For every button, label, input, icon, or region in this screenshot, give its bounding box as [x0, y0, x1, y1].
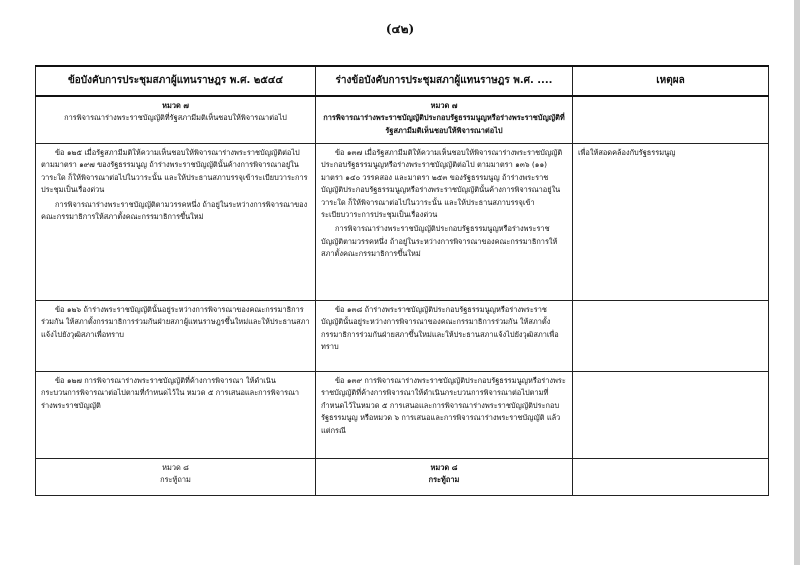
article-127-current [36, 372, 316, 459]
article-125-current [36, 144, 316, 301]
paragraph: ข้อ ๑๓๗ เมื่อรัฐสภามีมติให้ความเห็นชอบให้พิจารณาร่างพระราชบัญญัติประกอบรัฐธรรมนูญหรือร่างพระราชบัญญัติต่อไป ตามมาตรา ๑๓๖ (๑๑) มาตรา ๑๔๐ วรรคสอง และมาตรา ๒๕๓ ของรัฐธรรมนูญ ถ้าร่างพระราชบัญญัติประกอบรัฐธรรมนูญหรือร่างพระราชบัญญัตินั้นค้างการพิจารณาอยู่ในวาระใด ก็ให้พิจารณาต่อไปในวาระนั้น และให้ประธานสภาบรรจุเข้าระเบียบวาระการประชุมเป็นเรื่องด่วน [321, 148, 563, 220]
chapter-7-row [36, 96, 769, 144]
article-139-draft [316, 372, 573, 459]
header-current-regulation: ข้อบังคับการประชุมสภาผู้แทนราษฎร พ.ศ. ๒๕๔๔ [36, 66, 316, 96]
table-row [36, 372, 769, 459]
table-row [36, 301, 769, 372]
paragraph: ข้อ ๑๒๖ ถ้าร่างพระราชบัญญัตินั้นอยู่ระหว่างการพิจารณาของคณะกรรมาธิการร่วมกัน ให้สภาตั้งกรรมาธิการร่วมกันฝ่ายสภาผู้แทนราษฎรขึ้นใหม่และให้ประธานสภาแจ้งไปยังวุฒิสภาเพื่อทราบ [41, 305, 310, 339]
chapter-8-draft [316, 459, 573, 496]
chapter-8-current [36, 459, 316, 496]
paragraph: ข้อ ๑๓๙ การพิจารณาร่างพระราชบัญญัติประกอบรัฐธรรมนูญหรือร่างพระราชบัญญัติที่ค้างการพิจารณาให้ดำเนินกระบวนการพิจารณาต่อไปตามที่กำหนดไว้ในหมวด ๕ การเสนอและการพิจารณาร่างพระราชบัญญัติประกอบรัฐธรรมนูญ หรือหมวด ๖ การเสนอและการพิจารณาร่างพระราชบัญญัติ แล้วแต่กรณี [321, 376, 566, 435]
chapter-subtitle: การพิจารณาร่างพระราชบัญญัติประกอบรัฐธรรมนูญหรือร่างพระราชบัญญัติที่รัฐสภามีมติเห็นชอบให้พิจารณาต่อไป [323, 113, 565, 135]
scan-edge-shadow [794, 0, 800, 565]
article-137-draft [316, 144, 573, 301]
paragraph: ข้อ ๑๒๗ การพิจารณาร่างพระราชบัญญัติที่ค้างการพิจารณา ให้ดำเนินกระบวนการพิจารณาต่อไปตามที่กำหนดไว้ใน หมวด ๕ การเสนอและการพิจารณาร่างพระราชบัญญัติ [41, 376, 300, 410]
chapter-7-reason [573, 96, 769, 144]
page-number: (๔๒) [385, 22, 415, 36]
paragraph: ข้อ ๑๒๕ เมื่อรัฐสภามีมติให้ความเห็นชอบให้พิจารณาร่างพระราชบัญญัติต่อไป ตามมาตรา ๑๙๗ ของรัฐธรรมนูญ ถ้าร่างพระราชบัญญัตินั้นค้างการพิจารณาอยู่ในวาระใด ก็ให้พิจารณาต่อไปในวาระนั้น และให้ประธานสภาบรรจุเข้าระเบียบวาระการประชุมเป็นเรื่องด่วน [41, 148, 308, 195]
comparison-table [35, 65, 769, 496]
chapter-title: หมวด ๗ [430, 101, 458, 110]
reason-cell: เพื่อให้สอดคล้องกับรัฐธรรมนูญ [573, 144, 769, 301]
chapter-title: หมวด ๘ [430, 463, 458, 472]
table-row [36, 144, 769, 301]
chapter-subtitle: การพิจารณาร่างพระราชบัญญัติที่รัฐสภามีมติเห็นชอบให้พิจารณาต่อไป [64, 113, 287, 123]
header-draft-regulation: ร่างข้อบังคับการประชุมสภาผู้แทนราษฎร พ.ศ. .... [316, 66, 573, 96]
article-138-draft [316, 301, 573, 372]
article-126-current [36, 301, 316, 372]
paragraph: ข้อ ๑๓๘ ถ้าร่างพระราชบัญญัติประกอบรัฐธรรมนูญหรือร่างพระราชบัญญัตินั้นอยู่ระหว่างการพิจารณาของคณะกรรมาธิการร่วมกัน ให้สภาตั้งกรรมาธิการร่วมกันฝ่ายสภาขึ้นใหม่และให้ประธานสภาแจ้งไปยังวุฒิสภาเพื่อทราบ [321, 305, 559, 352]
chapter-7-draft [316, 96, 573, 144]
chapter-title: หมวด ๗ [162, 101, 189, 110]
chapter-subtitle: กระทู้ถาม [160, 475, 191, 485]
chapter-title: หมวด ๘ [162, 463, 189, 472]
chapter-7-current [36, 96, 316, 144]
chapter-8-row [36, 459, 769, 496]
paragraph: การพิจารณาร่างพระราชบัญญัติตามวรรคหนึ่ง ถ้าอยู่ในระหว่างการพิจารณาของคณะกรรมาธิการให้สภาตั้งคณะกรรมาธิการขึ้นใหม่ [41, 199, 308, 222]
chapter-subtitle: กระทู้ถาม [428, 475, 460, 485]
reason-cell [573, 459, 769, 496]
reason-cell [573, 301, 769, 372]
table-header-row [36, 66, 769, 96]
header-reason: เหตุผล [573, 66, 769, 96]
reason-cell [573, 372, 769, 459]
paragraph: การพิจารณาร่างพระราชบัญญัติประกอบรัฐธรรมนูญหรือร่างพระราชบัญญัติตามวรรคหนึ่ง ถ้าอยู่ในระหว่างการพิจารณาของคณะกรรมาธิการให้สภาตั้งคณะกรรมาธิการขึ้นใหม่ [321, 224, 558, 259]
